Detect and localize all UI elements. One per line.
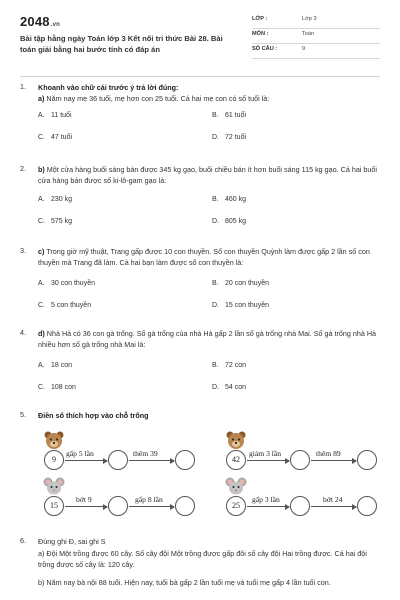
meta-value: Toán bbox=[302, 31, 315, 37]
option-a[interactable]: A. 18 con bbox=[38, 362, 73, 369]
arrow bbox=[129, 460, 174, 461]
question-heading: Đúng ghi Đ, sai ghi S bbox=[38, 537, 106, 546]
bear-icon bbox=[225, 430, 247, 450]
site-logo[interactable]: 2048.vn bbox=[20, 14, 61, 29]
option-d[interactable]: D. 54 con bbox=[212, 384, 247, 391]
operation-label: gấp 5 lần bbox=[66, 449, 94, 458]
question-tag: d) bbox=[38, 329, 45, 338]
start-value: 15 bbox=[44, 496, 64, 516]
question-text bbox=[38, 246, 378, 268]
flow-diagram-1 bbox=[40, 430, 210, 470]
question-tag: a) bbox=[38, 94, 45, 103]
option-c[interactable]: C. 47 tuổi bbox=[38, 134, 73, 141]
meta-value: Lớp 3 bbox=[302, 16, 317, 22]
question-prompt: Nhà Hà có 36 con gà trống. Số gà trống của nhà Hà gấp 2 lần số gà trống nhà Mai. Số gà trống nhà Hà nhiều hơn số gà trống nhà Mai là: bbox=[38, 329, 377, 349]
start-value: 25 bbox=[226, 496, 246, 516]
question-heading: Khoanh vào chữ cái trước ý trả lời đúng: bbox=[38, 83, 179, 92]
operation-label: bớt 9 bbox=[76, 495, 92, 504]
start-value: 42 bbox=[226, 450, 246, 470]
option-b[interactable]: B. 72 con bbox=[212, 362, 247, 369]
operation-label: giảm 3 lần bbox=[249, 449, 282, 458]
question-tag: b) bbox=[38, 165, 45, 174]
question-number: 6. bbox=[20, 536, 26, 545]
header-divider bbox=[20, 76, 380, 77]
question-number: 3. bbox=[20, 246, 26, 255]
answer-blank[interactable] bbox=[108, 450, 128, 470]
arrow bbox=[247, 506, 289, 507]
option-a[interactable]: A. 230 kg bbox=[38, 196, 73, 203]
option-b[interactable]: B. 460 kg bbox=[212, 196, 247, 203]
option-c[interactable]: C. 108 con bbox=[38, 384, 76, 391]
question-number: 5. bbox=[20, 410, 26, 419]
question-prompt: Trong giờ mỹ thuật, Trang gấp được 10 con thuyền. Số con thuyền Quỳnh làm được gấp 2 lần số con thuyền mà Trang đã làm. Cả hai bạn làm được số con thuyền là: bbox=[38, 247, 370, 267]
operation-label: gấp 3 lần bbox=[252, 495, 280, 504]
question-text bbox=[38, 328, 378, 350]
mouse-icon bbox=[43, 476, 65, 496]
arrow bbox=[247, 460, 289, 461]
mouse-icon bbox=[225, 476, 247, 496]
operation-label: bớt 24 bbox=[323, 495, 343, 504]
option-a[interactable]: A. 30 con thuyền bbox=[38, 280, 95, 287]
meta-row-count bbox=[252, 44, 380, 59]
answer-blank[interactable] bbox=[108, 496, 128, 516]
question-number: 2. bbox=[20, 164, 26, 173]
arrow bbox=[65, 506, 107, 507]
question-3 bbox=[20, 246, 380, 316]
statement-a: a) Đội Một trồng được 60 cây. Số cây đội Một trồng được gấp đôi số cây đội Hai trồng được. Cả hai đội trồng được số cây là: 120 cây. bbox=[38, 548, 367, 569]
meta-row-class bbox=[252, 14, 380, 29]
option-b[interactable]: B. 20 con thuyền bbox=[212, 280, 269, 287]
option-b[interactable]: B. 61 tuổi bbox=[212, 112, 247, 119]
operation-label: thêm 39 bbox=[133, 449, 158, 458]
statement-b: b) Năm nay bà nội 88 tuổi. Hiện nay, tuổi bà gấp 2 lần tuổi mẹ và tuổi mẹ gấp 4 lần tuổi con. bbox=[38, 577, 331, 587]
flow-diagram-4 bbox=[222, 476, 382, 516]
worksheet-meta bbox=[252, 14, 380, 59]
answer-blank[interactable] bbox=[357, 450, 377, 470]
option-c[interactable]: C. 5 con thuyền bbox=[38, 302, 92, 309]
option-a[interactable]: A. 11 tuổi bbox=[38, 112, 72, 119]
question-number: 4. bbox=[20, 328, 26, 337]
answer-blank[interactable] bbox=[357, 496, 377, 516]
option-d[interactable]: D. 15 con thuyền bbox=[212, 302, 269, 309]
meta-key: LỚP : bbox=[252, 16, 268, 22]
operation-label: gấp 8 lần bbox=[135, 495, 163, 504]
question-tag: c) bbox=[38, 247, 45, 256]
flow-diagram-2 bbox=[222, 430, 382, 470]
question-text bbox=[38, 164, 378, 186]
meta-key: MÔN : bbox=[252, 31, 269, 37]
answer-blank[interactable] bbox=[175, 450, 195, 470]
question-1 bbox=[20, 82, 380, 152]
answer-blank[interactable] bbox=[175, 496, 195, 516]
meta-row-subject bbox=[252, 29, 380, 44]
worksheet-header bbox=[20, 14, 380, 72]
question-number: 1. bbox=[20, 82, 26, 91]
meta-value: 9 bbox=[302, 46, 306, 52]
arrow bbox=[311, 460, 356, 461]
question-text bbox=[38, 82, 378, 104]
question-4 bbox=[20, 328, 380, 398]
answer-blank[interactable] bbox=[290, 450, 310, 470]
flow-diagram-3 bbox=[40, 476, 210, 516]
meta-key: SỐ CÂU : bbox=[252, 46, 278, 52]
operation-label: thêm 89 bbox=[316, 449, 341, 458]
option-d[interactable]: D. 805 kg bbox=[212, 218, 247, 225]
option-c[interactable]: C. 575 kg bbox=[38, 218, 73, 225]
arrow bbox=[65, 460, 107, 461]
answer-blank[interactable] bbox=[290, 496, 310, 516]
option-d[interactable]: D. 72 tuổi bbox=[212, 134, 247, 141]
arrow bbox=[129, 506, 174, 507]
question-text bbox=[38, 536, 378, 588]
arrow bbox=[311, 506, 356, 507]
question-prompt: Năm nay mẹ 36 tuổi, mẹ hơn con 25 tuổi. Cả hai mẹ con có số tuổi là: bbox=[46, 94, 270, 103]
start-value: 9 bbox=[44, 450, 64, 470]
worksheet-title: Bài tập hằng ngày Toán lớp 3 Kết nối tri thức Bài 28. Bài toán giải bằng hai bước tính có đáp án bbox=[20, 34, 223, 54]
question-6 bbox=[20, 536, 380, 596]
question-heading: Điền số thích hợp vào chỗ trống bbox=[38, 411, 149, 420]
question-prompt: Một cửa hàng buổi sáng bán được 345 kg gạo, buổi chiều bán ít hơn buổi sáng 115 kg gạo. Cả hai buổi cửa hàng bán được số ki-lô-gam gạo là: bbox=[38, 165, 378, 185]
bear-icon bbox=[43, 430, 65, 450]
question-2 bbox=[20, 164, 380, 234]
